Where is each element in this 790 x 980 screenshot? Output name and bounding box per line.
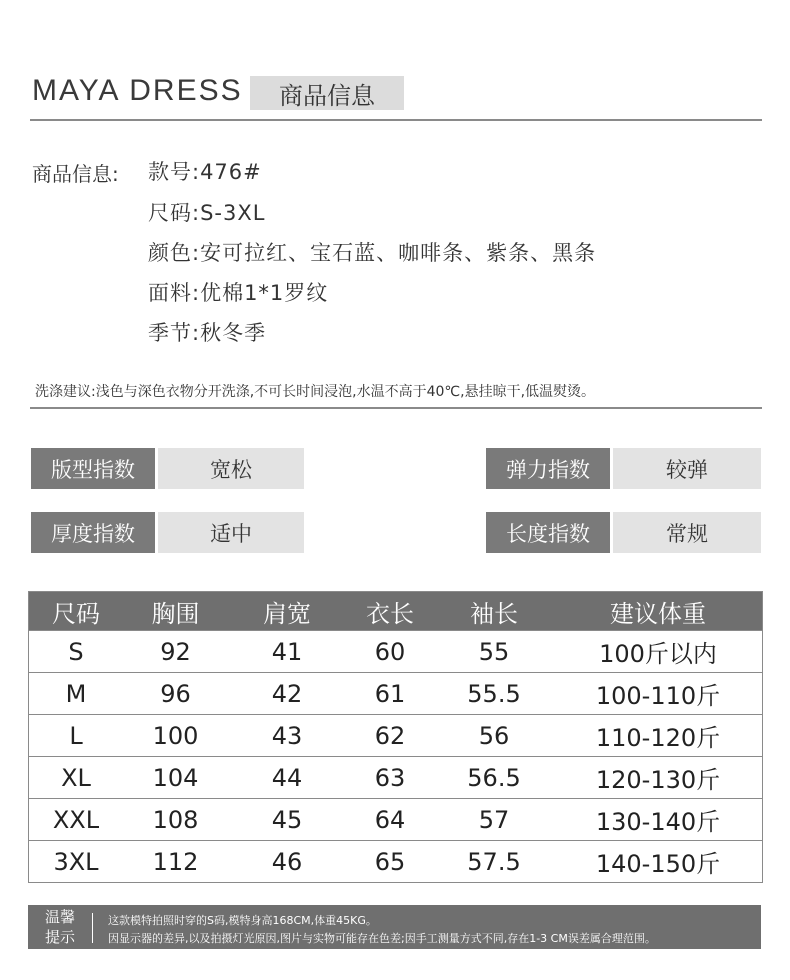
cell-chest: 104 [152, 763, 199, 792]
cell-weight: 120-130斤 [595, 766, 721, 794]
cell-shoulder: 44 [271, 763, 303, 792]
cell-shoulder: 45 [271, 805, 303, 834]
cell-weight: 140-150斤 [595, 850, 721, 878]
table-row [29, 714, 762, 756]
tips-divider [92, 913, 93, 943]
info-fabric: 面料:优棉1*1罗纹 [148, 281, 329, 305]
index-value-thickness: 适中 [158, 512, 304, 553]
table-row [29, 630, 762, 672]
cell-length: 64 [374, 805, 406, 834]
cell-chest: 96 [160, 679, 191, 708]
index-label-length: 长度指数 [486, 512, 610, 553]
header-chest: 胸围 [151, 599, 200, 628]
cell-sleeve: 56 [478, 721, 510, 750]
cell-sleeve: 55.5 [467, 679, 521, 708]
cell-sleeve: 56.5 [467, 763, 521, 792]
cell-shoulder: 43 [271, 721, 303, 750]
table-row [29, 756, 762, 798]
cell-shoulder: 46 [271, 847, 303, 876]
tips-banner [28, 905, 761, 949]
cell-length: 61 [374, 679, 406, 708]
brand-title: MAYA DRESS [32, 74, 243, 107]
cell-length: 65 [374, 847, 406, 876]
cell-size: XXL [52, 805, 100, 834]
tips-title [40, 907, 80, 947]
size-table [28, 591, 763, 883]
cell-size: L [69, 721, 83, 750]
header-shoulder: 肩宽 [263, 599, 311, 628]
index-value-length: 常规 [613, 512, 761, 553]
cell-sleeve: 57 [478, 805, 510, 834]
header-weight: 建议体重 [610, 599, 706, 628]
tips-line-2: 因显示器的差异,以及拍摄灯光原因,图片与实物可能存在色差;因手工测量方式不同,存在1-3 CM误差属合理范围。 [108, 932, 656, 945]
table-row [29, 840, 762, 882]
index-label-fit: 版型指数 [31, 448, 155, 489]
cell-chest: 100 [152, 721, 199, 750]
product-info-label: 商品信息: [32, 162, 119, 186]
section-tag-product-info: 商品信息 [250, 76, 404, 110]
size-table-header [29, 592, 762, 630]
cell-size: M [65, 679, 87, 708]
info-season: 季节:秋冬季 [148, 321, 267, 345]
cell-length: 62 [374, 721, 406, 750]
cell-length: 63 [374, 763, 406, 792]
cell-weight: 100-110斤 [595, 682, 721, 710]
cell-weight: 100斤以内 [599, 640, 717, 668]
cell-length: 60 [374, 637, 406, 666]
tips-line-1: 这款模特拍照时穿的S码,模特身高168CM,体重45KG。 [108, 914, 377, 927]
cell-shoulder: 41 [271, 637, 303, 666]
info-style-number: 款号:476# [148, 160, 262, 184]
washing-divider [30, 407, 762, 409]
washing-advice: 洗涤建议:浅色与深色衣物分开洗涤,不可长时间浸泡,水温不高于40℃,悬挂晾干,低温熨烫。 [35, 384, 596, 400]
cell-size: 3XL [53, 847, 99, 876]
header-length: 衣长 [366, 599, 414, 628]
cell-size: S [68, 637, 84, 666]
table-row [29, 672, 762, 714]
cell-shoulder: 42 [271, 679, 303, 708]
cell-sleeve: 55 [478, 637, 510, 666]
index-label-thickness: 厚度指数 [31, 512, 155, 553]
table-row [29, 798, 762, 840]
tips-title-line1: 温馨 [44, 908, 75, 926]
cell-chest: 108 [152, 805, 199, 834]
index-value-elasticity: 较弹 [613, 448, 761, 489]
tips-title-line2: 提示 [44, 928, 75, 946]
cell-weight: 130-140斤 [595, 808, 721, 836]
header-divider [30, 119, 762, 121]
size-table-body [29, 630, 762, 882]
cell-size: XL [61, 763, 91, 792]
index-label-elasticity: 弹力指数 [486, 448, 610, 489]
cell-weight: 110-120斤 [595, 724, 721, 752]
header-sleeve: 袖长 [470, 599, 518, 628]
info-colors: 颜色:安可拉红、宝石蓝、咖啡条、紫条、黑条 [148, 241, 597, 265]
cell-chest: 92 [160, 637, 191, 666]
info-sizes: 尺码:S-3XL [148, 201, 266, 225]
index-value-fit: 宽松 [158, 448, 304, 489]
cell-sleeve: 57.5 [467, 847, 521, 876]
header-size: 尺码 [52, 599, 100, 628]
cell-chest: 112 [152, 847, 199, 876]
